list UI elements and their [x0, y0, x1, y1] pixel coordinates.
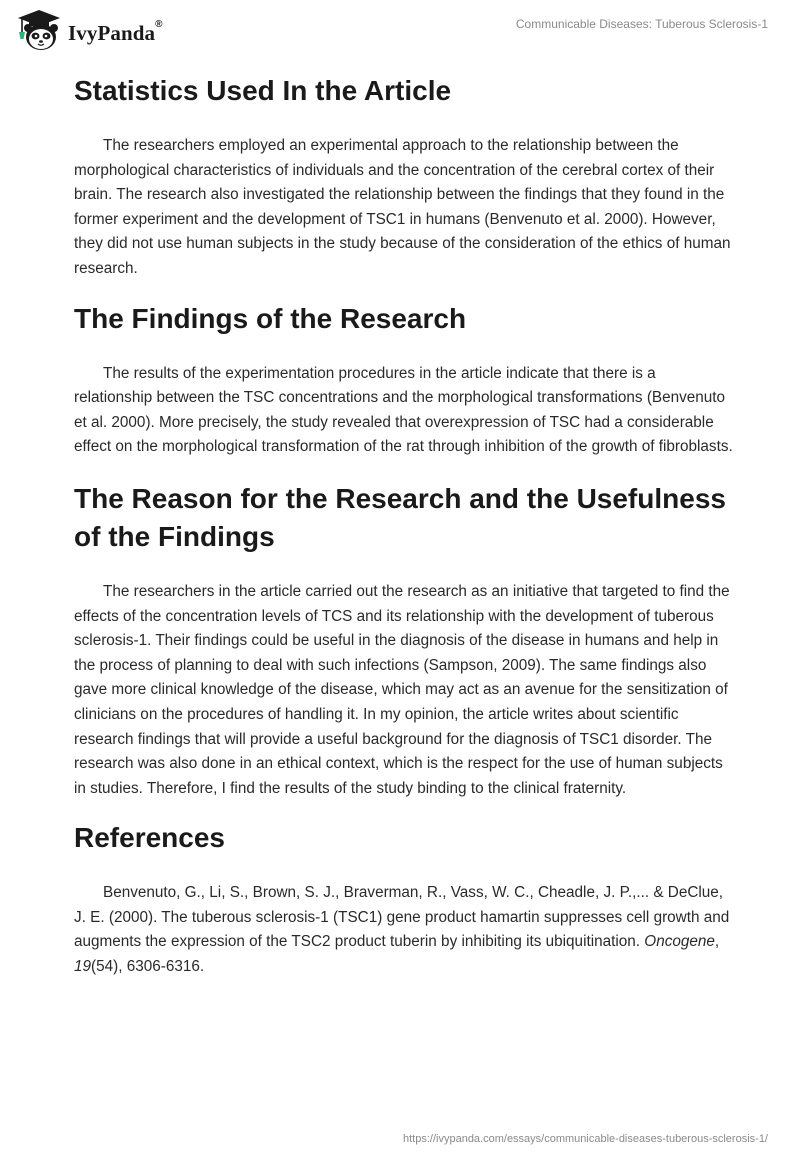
reference-journal: Oncogene: [644, 933, 715, 951]
source-url[interactable]: https://ivypanda.com/essays/communicable-diseases-tuberous-sclerosis-1/: [403, 1133, 768, 1145]
heading-statistics: Statistics Used In the Article: [74, 75, 452, 106]
heading-reason: The Reason for the Research and the Usefulness of the Findings: [74, 482, 726, 552]
heading-references: References: [74, 822, 225, 854]
paragraph-reason: The researchers in the article carried out the research as an initiative that targeted to find the effects of the concentration levels of TCS and its relationship with the development of tuberous sclerosis-1. Their findings could be useful in the diagnosis of the disease in humans and help in the process of planning to deal with such infections (Sampson, 2009). The same findings also gave more clinical knowledge of the disease, which may act as an avenue for the sensitization of clinicians on the procedures of handling it. In my opinion, the article writes about scientific research findings that will provide a useful background for the diagnosis of TSC1 disorder. The research was also done in an ethical context, which is the respect for the use of human subjects in studies. Therefore, I find the results of the study binding to the clinical fraternity.: [74, 582, 730, 797]
brand-name: IvyPanda®: [68, 18, 163, 45]
paragraph-statistics: The researchers employed an experimental approach to the relationship between the morphological characteristics of individuals and the concentration of the cerebral cortex of their brain. The research also investigated the relationship between the findings that they found in the former experiment and the development of TSC1 in humans (Benvenuto et al. 2000). However, they did not use human subjects in the study because of the consideration of the ethics of human research.: [74, 137, 731, 277]
reference-citation: Benvenuto, G., Li, S., Brown, S. J., Braverman, R., Vass, W. C., Cheadle, J. P.,... & DeClue, J. E. (2000). The tuberous sclerosis-1 (TSC1) gene product hamartin suppresses cell growth and augments the expression of the TSC2 product tuberin by inhibiting its ubiquitination.: [74, 884, 730, 951]
reference-entry: [74, 881, 734, 979]
reference-issue-pages: (54), 6306-6316.: [91, 958, 205, 976]
brand-logo[interactable]: [14, 8, 163, 54]
panda-graduation-cap-icon: [14, 8, 64, 54]
heading-findings: The Findings of the Research: [74, 302, 467, 334]
article-body: [74, 70, 734, 980]
reference-separator: ,: [714, 933, 720, 951]
page-header: [0, 0, 800, 64]
paragraph-findings: The results of the experimentation procedures in the article indicate that there is a relationship between the TSC concentrations and the morphological transformations (Benvenuto et al. 2000). More precisely, the study revealed that overexpression of TSC had a considerable effect on the morphological transformation of the rat through inhibition of the growth of fibroblasts.: [74, 364, 733, 456]
reference-volume: 19: [74, 958, 92, 976]
registered-mark: ®: [155, 18, 163, 30]
document-title: Communicable Diseases: Tuberous Sclerosis-1: [515, 17, 768, 31]
